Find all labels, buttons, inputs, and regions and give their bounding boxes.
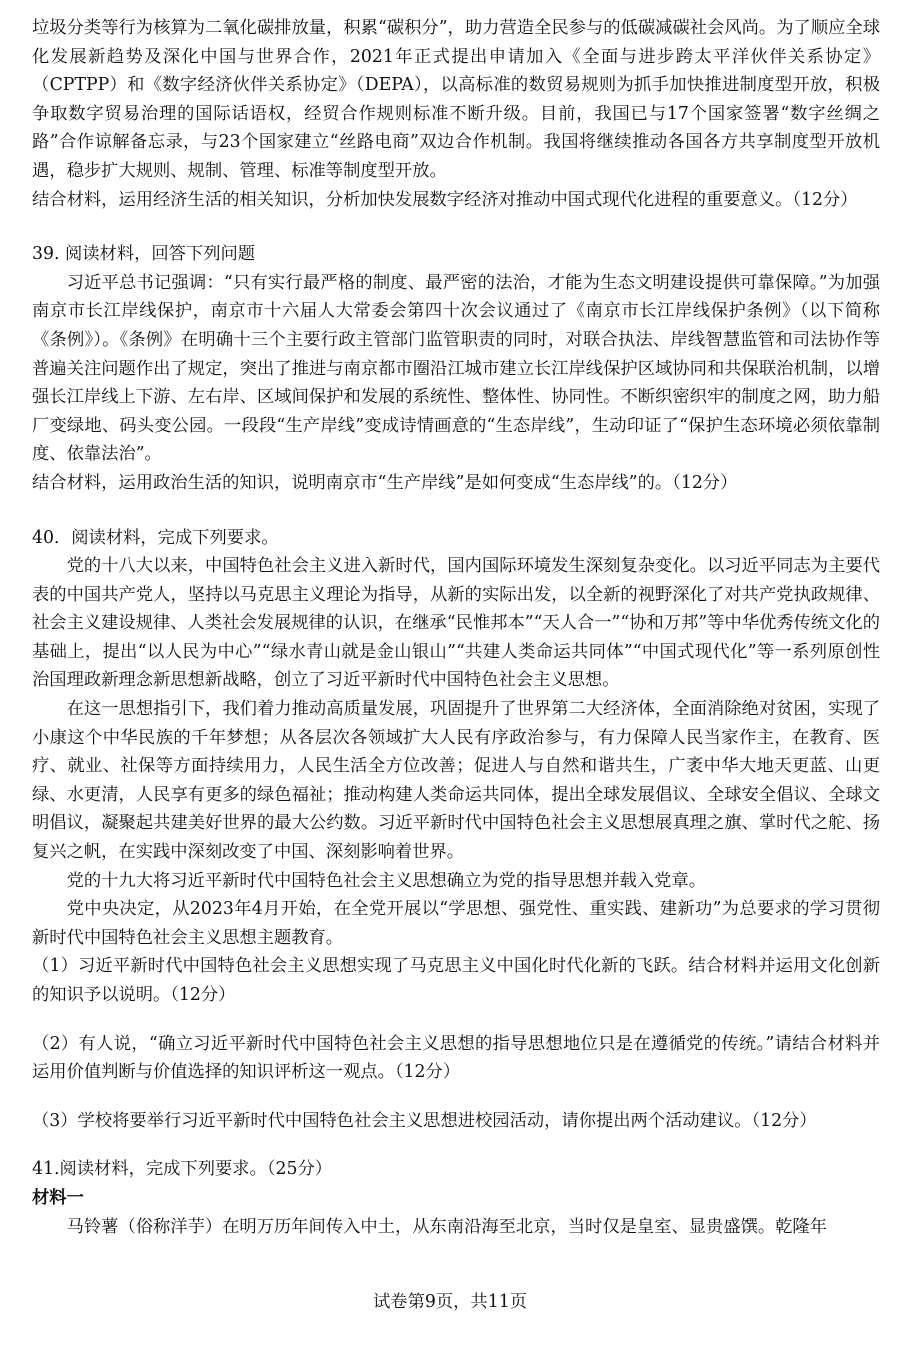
q40-title: 40．阅读材料，完成下列要求。 <box>32 527 279 548</box>
q39-question: 结合材料，运用政治生活的知识，说明南京市“生产岸线”是如何变成“生态岸线”的。（12分） <box>32 472 738 493</box>
q38-material-tail: 垃圾分类等行为核算为二氧化碳排放量，积累“碳积分”，助力营造全民参与的低碳减碳社会风尚。为了顺应全球化发展新趋势及深化中国与世界合作，2021年正式提出申请加入《全面与进步跨太平洋伙伴关系协定》（CPTPP）和《数字经济伙伴关系协定》（DEPA），以高标准的数贸易规则为抓手加快推进制度型开放，积极争取数字贸易治理的国际话语权，经贸合作规则标准不断升级。目前，我国已与17个国家签署“数字丝绸之路”合作谅解备忘录，与23个国家建立“丝路电商”双边合作机制。我国将继续推动各国各方共享制度型开放机遇，稳步扩大规则、规制、管理、标准等制度型开放。 <box>32 18 880 181</box>
q40-paragraph-4: 党中央决定，从2023年4月开始，在全党开展以“学思想、强党性、重实践、建新功”为总要求的学习贯彻新时代中国特色社会主义思想主题教育。 <box>32 899 880 948</box>
page-footer: 试卷第9页，共11页 <box>373 1292 527 1312</box>
q40-subquestion-3: （3）学校将要举行习近平新时代中国特色社会主义思想进校园活动，请你提出两个活动建议。（12分） <box>32 1110 817 1131</box>
q41-title: 41.阅读材料，完成下列要求。（25分） <box>32 1159 333 1180</box>
exam-page <box>32 14 880 1241</box>
q41-material-start: 马铃薯（俗称洋芋）在明万历年间传入中土，从东南沿海至北京，当时仅是皇室、显贵盛馔。乾隆年 <box>66 1216 827 1237</box>
q39-title: 39. 阅读材料，回答下列问题 <box>32 244 256 265</box>
q40-paragraph-2: 在这一思想指引下，我们着力推动高质量发展，巩固提升了世界第二大经济体，全面消除绝对贫困，实现了小康这个中华民族的千年梦想；从各层次各领域扩大人民有序政治参与，有力保障人民当家作主，在教育、医疗、就业、社保等方面持续用力，人民生活全方位改善；促进人与自然和谐共生，广袤中华大地天更蓝、山更绿、水更清，人民享有更多的绿色福祉；推动构建人类命运共同体，提出全球发展倡议、全球安全倡议、全球文明倡议，凝聚起共建美好世界的最大公约数。习近平新时代中国特色社会主义思想展真理之旗、掌时代之舵、扬复兴之帆，在实践中深刻改变了中国、深刻影响着世界。 <box>32 699 880 863</box>
q38-question: 结合材料，运用经济生活的相关知识，分析加快发展数字经济对推动中国式现代化进程的重要意义。（12分） <box>32 189 858 210</box>
q40-subquestion-1: （1）习近平新时代中国特色社会主义思想实现了马克思主义中国化时代化新的飞跃。结合材料并运用文化创新的知识予以说明。（12分） <box>32 956 880 1005</box>
q40-paragraph-3: 党的十九大将习近平新时代中国特色社会主义思想确立为党的指导思想并载入党章。 <box>66 870 707 891</box>
q39-material: 习近平总书记强调：“只有实行最严格的制度、最严密的法治，才能为生态文明建设提供可靠保障。”为加强南京市长江岸线保护，南京市十六届人大常委会第四十次会议通过了《南京市长江岸线保护条例》（以下简称《条例》）。《条例》在明确十三个主要行政主管部门监管职责的同时，对联合执法、岸线智慧监管和司法协作等普遍关注问题作出了规定，突出了推进与南京都市圈沿江城市建立长江岸线保护区域协同和共保联治机制，以增强长江岸线上下游、左右岸、区域间保护和发展的系统性、整体性、协同性。不断织密织牢的制度之网，助力船厂变绿地、码头变公园。一段段“生产岸线”变成诗情画意的“生态岸线”，生动印证了“保护生态环境必须依靠制度、依靠法治”。 <box>32 272 880 465</box>
q40-paragraph-1: 党的十八大以来，中国特色社会主义进入新时代，国内国际环境发生深刻复杂变化。以习近平同志为主要代表的中国共产党人，坚持以马克思主义理论为指导，从新的实际出发，以全新的视野深化了对共产党执政规律、社会主义建设规律、人类社会发展规律的认识，在继承“民惟邦本”“天人合一”“协和万邦”等中华优秀传统文化的基础上，提出“以人民为中心”“绿水青山就是金山银山”“共建人类命运共同体”“中国式现代化”等一系列原创性治国理政新理念新思想新战略，创立了习近平新时代中国特色社会主义思想。 <box>32 556 880 691</box>
q40-subquestion-2: （2）有人说，“确立习近平新时代中国特色社会主义思想的指导思想地位只是在遵循党的传统。”请结合材料并运用价值判断与价值选择的知识评析这一观点。（12分） <box>32 1033 880 1083</box>
q41-material-label: 材料一 <box>32 1187 84 1208</box>
